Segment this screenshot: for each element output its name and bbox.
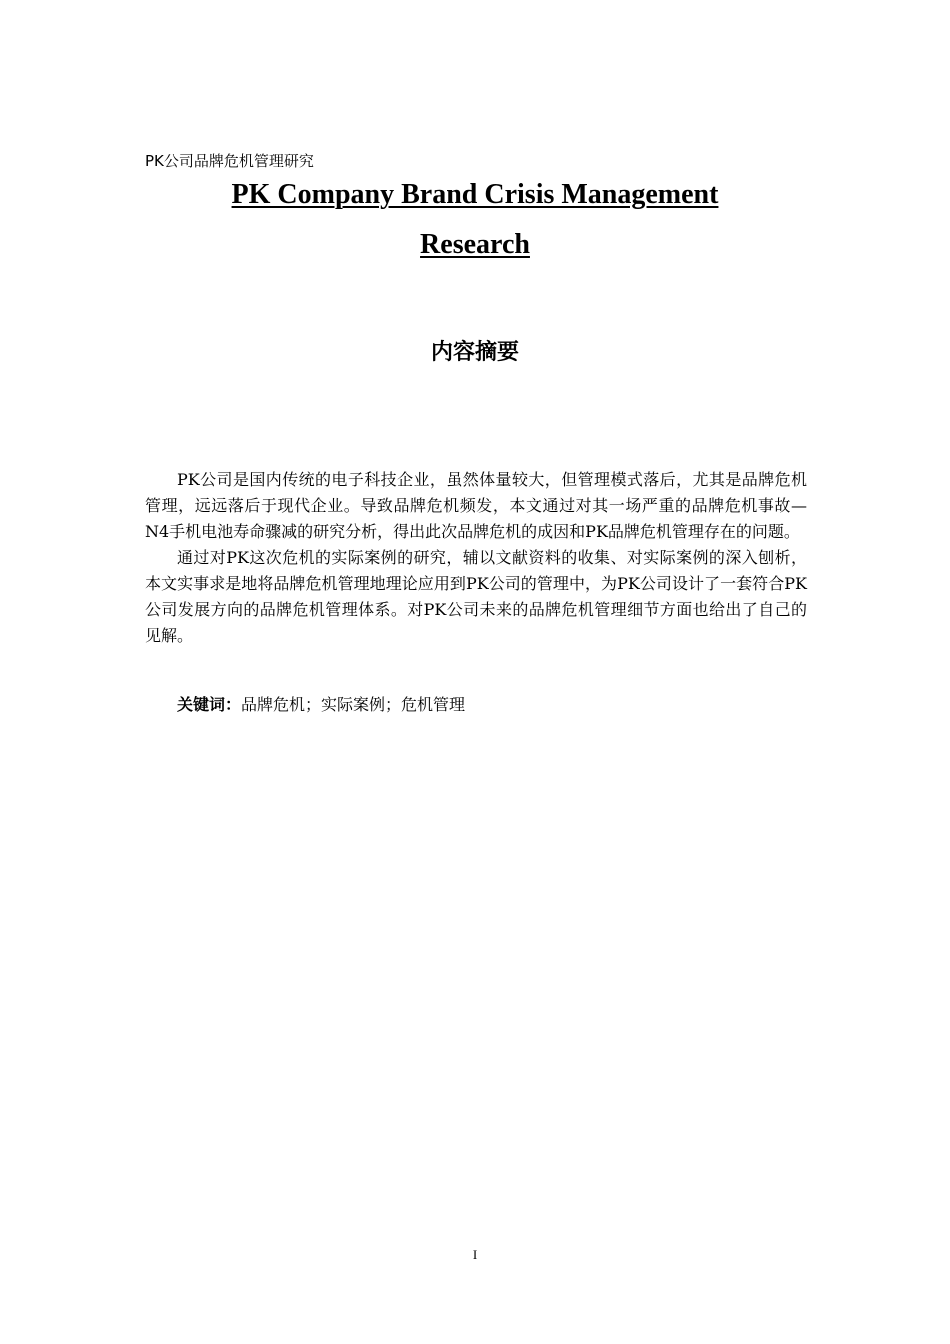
abstract-body [145, 467, 807, 649]
keywords-line [145, 692, 805, 719]
page-number: I [472, 1247, 478, 1262]
english-title-line-2: Research [420, 229, 530, 260]
english-title [145, 170, 805, 270]
abstract-paragraph-1: PK公司是国内传统的电子科技企业，虽然体量较大，但管理模式落后，尤其是品牌危机管理，远远落后于现代企业。导致品牌危机频发，本文通过对其一场严重的品牌危机事故—N4手机电池寿命骤减的研究分析，得出此次品牌危机的成因和PK品牌危机管理存在的问题。 [145, 470, 807, 541]
keywords-value: 品牌危机；实际案例；危机管理 [241, 695, 466, 714]
english-title-line-1: PK Company Brand Crisis Management [231, 179, 719, 210]
abstract-heading: 内容摘要 [430, 340, 519, 365]
abstract-paragraph-2: 通过对PK这次危机的实际案例的研究，辅以文献资料的收集、对实际案例的深入刨析，本文实事求是地将品牌危机管理地理论应用到PK公司的管理中，为PK公司设计了一套符合PK公司发展方向的品牌危机管理体系。对PK公司未来的品牌危机管理细节方面也给出了自己的见解。 [145, 548, 807, 645]
keywords-label: 关键词： [177, 695, 242, 714]
running-header-title: PK公司品牌危机管理研究 [145, 152, 314, 170]
